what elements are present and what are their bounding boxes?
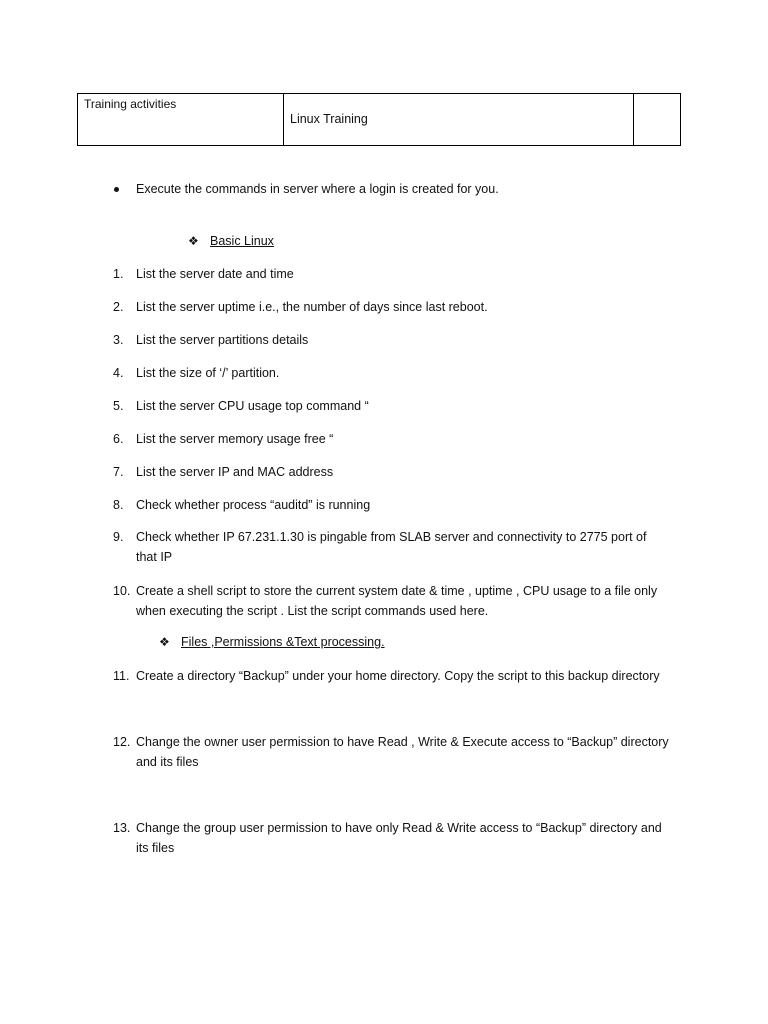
header-table	[77, 93, 681, 146]
item-number: 2.	[113, 300, 124, 314]
item-number: 7.	[113, 465, 124, 479]
item-text: List the server IP and MAC address	[136, 465, 334, 479]
item-number: 4.	[113, 366, 124, 380]
header-title-cell	[284, 94, 634, 146]
header-label: Training activities	[84, 97, 177, 111]
item-text: List the server date and time	[136, 267, 294, 281]
bullet-icon	[114, 187, 119, 192]
item-number: 3.	[113, 333, 124, 347]
item-text-continued: its files	[136, 841, 175, 855]
header-empty-cell	[634, 94, 681, 146]
section-heading-files-permissions: Files ,Permissions &Text processing.	[181, 635, 385, 649]
item-text: Change the owner user permission to have Read , Write & Execute access to “Backup” directory	[136, 735, 669, 749]
item-text: Change the group user permission to have only Read & Write access to “Backup” directory and	[136, 821, 662, 835]
item-number: 13.	[113, 821, 131, 835]
item-text: List the server memory usage free “	[136, 432, 334, 446]
item-number: 1.	[113, 267, 124, 281]
item-text: Check whether process “auditd” is running	[136, 498, 371, 512]
item-text: List the server CPU usage top command “	[136, 399, 369, 413]
item-text: Check whether IP 67.231.1.30 is pingable from SLAB server and connectivity to 2775 port of	[136, 530, 647, 544]
item-number: 11.	[113, 669, 130, 683]
section-heading-basic-linux: Basic Linux	[210, 234, 274, 248]
item-text: List the server uptime i.e., the number of days since last reboot.	[136, 300, 488, 314]
item-number: 6.	[113, 432, 124, 446]
diamond-bullet-icon: ❖	[188, 234, 199, 248]
item-text-continued: when executing the script . List the script commands used here.	[136, 604, 489, 618]
item-number: 10.	[113, 584, 131, 598]
item-number: 9.	[113, 530, 124, 544]
item-text: Create a directory “Backup” under your home directory. Copy the script to this backup directory	[136, 669, 660, 683]
intro-text: Execute the commands in server where a login is created for you.	[136, 182, 499, 196]
item-text-continued: that IP	[136, 550, 173, 564]
header-label-cell	[78, 94, 284, 146]
item-text: Create a shell script to store the current system date & time , uptime , CPU usage to a file only	[136, 584, 658, 598]
item-text: List the server partitions details	[136, 333, 309, 347]
item-number: 5.	[113, 399, 124, 413]
item-number: 12.	[113, 735, 131, 749]
diamond-bullet-icon: ❖	[159, 635, 170, 649]
item-number: 8.	[113, 498, 124, 512]
item-text-continued: and its files	[136, 755, 199, 769]
item-text: List the size of ‘/’ partition.	[136, 366, 280, 380]
header-title: Linux Training	[290, 112, 368, 126]
